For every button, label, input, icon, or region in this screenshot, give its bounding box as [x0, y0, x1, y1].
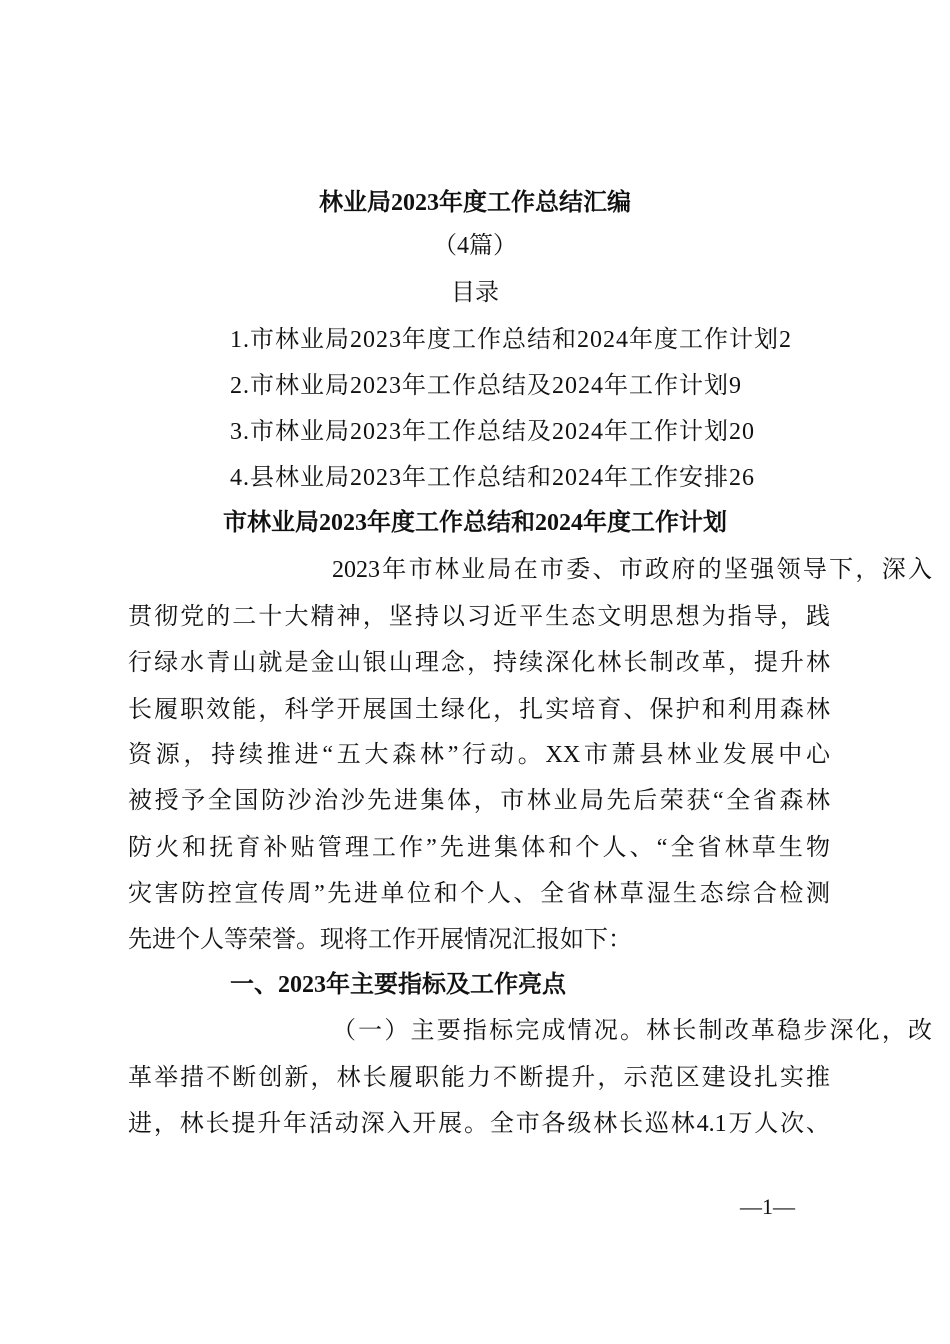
document-subtitle: （4篇）: [433, 233, 517, 259]
body-line: 革举措不断创新，林长履职能力不断提升，示范区建设扎实推: [128, 1065, 830, 1091]
section-heading: 一、2023年主要指标及工作亮点: [230, 972, 566, 998]
body-line: 行绿水青山就是金山银山理念，持续深化林长制改革，提升林: [128, 650, 830, 676]
body-line: 2023年市林业局在市委、市政府的坚强领导下，深入: [332, 557, 932, 583]
body-line: 先进个人等荣誉。现将工作开展情况汇报如下：: [128, 927, 632, 953]
body-line: 长履职效能，科学开展国土绿化，扎实培育、保护和利用森林: [128, 697, 830, 723]
body-line: 灾害防控宣传周”先进单位和个人、全省林草湿生态综合检测: [128, 881, 830, 907]
body-line: 被授予全国防沙治沙先进集体，市林业局先后荣获“全省森林: [128, 788, 830, 814]
toc-item[interactable]: 4.县林业局2023年工作总结和2024年工作安排26: [230, 465, 755, 491]
article-title: 市林业局2023年度工作总结和2024年度工作计划: [223, 510, 727, 536]
toc-heading: 目录: [451, 280, 499, 306]
page-number: —1—: [740, 1194, 795, 1219]
body-line: 贯彻党的二十大精神，坚持以习近平生态文明思想为指导，践: [128, 604, 830, 630]
body-line: 防火和抚育补贴管理工作”先进集体和个人、“全省林草生物: [128, 835, 830, 861]
toc-item[interactable]: 2.市林业局2023年工作总结及2024年工作计划9: [230, 373, 742, 399]
body-line: 资源，持续推进“五大森林”行动。XX市萧县林业发展中心: [128, 742, 830, 768]
body-line: （一）主要指标完成情况。林长制改革稳步深化，改: [332, 1018, 932, 1044]
body-line: 进，林长提升年活动深入开展。全市各级林长巡林4.1万人次、: [128, 1111, 830, 1137]
toc-item[interactable]: 3.市林业局2023年工作总结及2024年工作计划20: [230, 419, 755, 445]
document-title: 林业局2023年度工作总结汇编: [319, 190, 631, 216]
toc-item[interactable]: 1.市林业局2023年度工作总结和2024年度工作计划2: [230, 327, 792, 353]
